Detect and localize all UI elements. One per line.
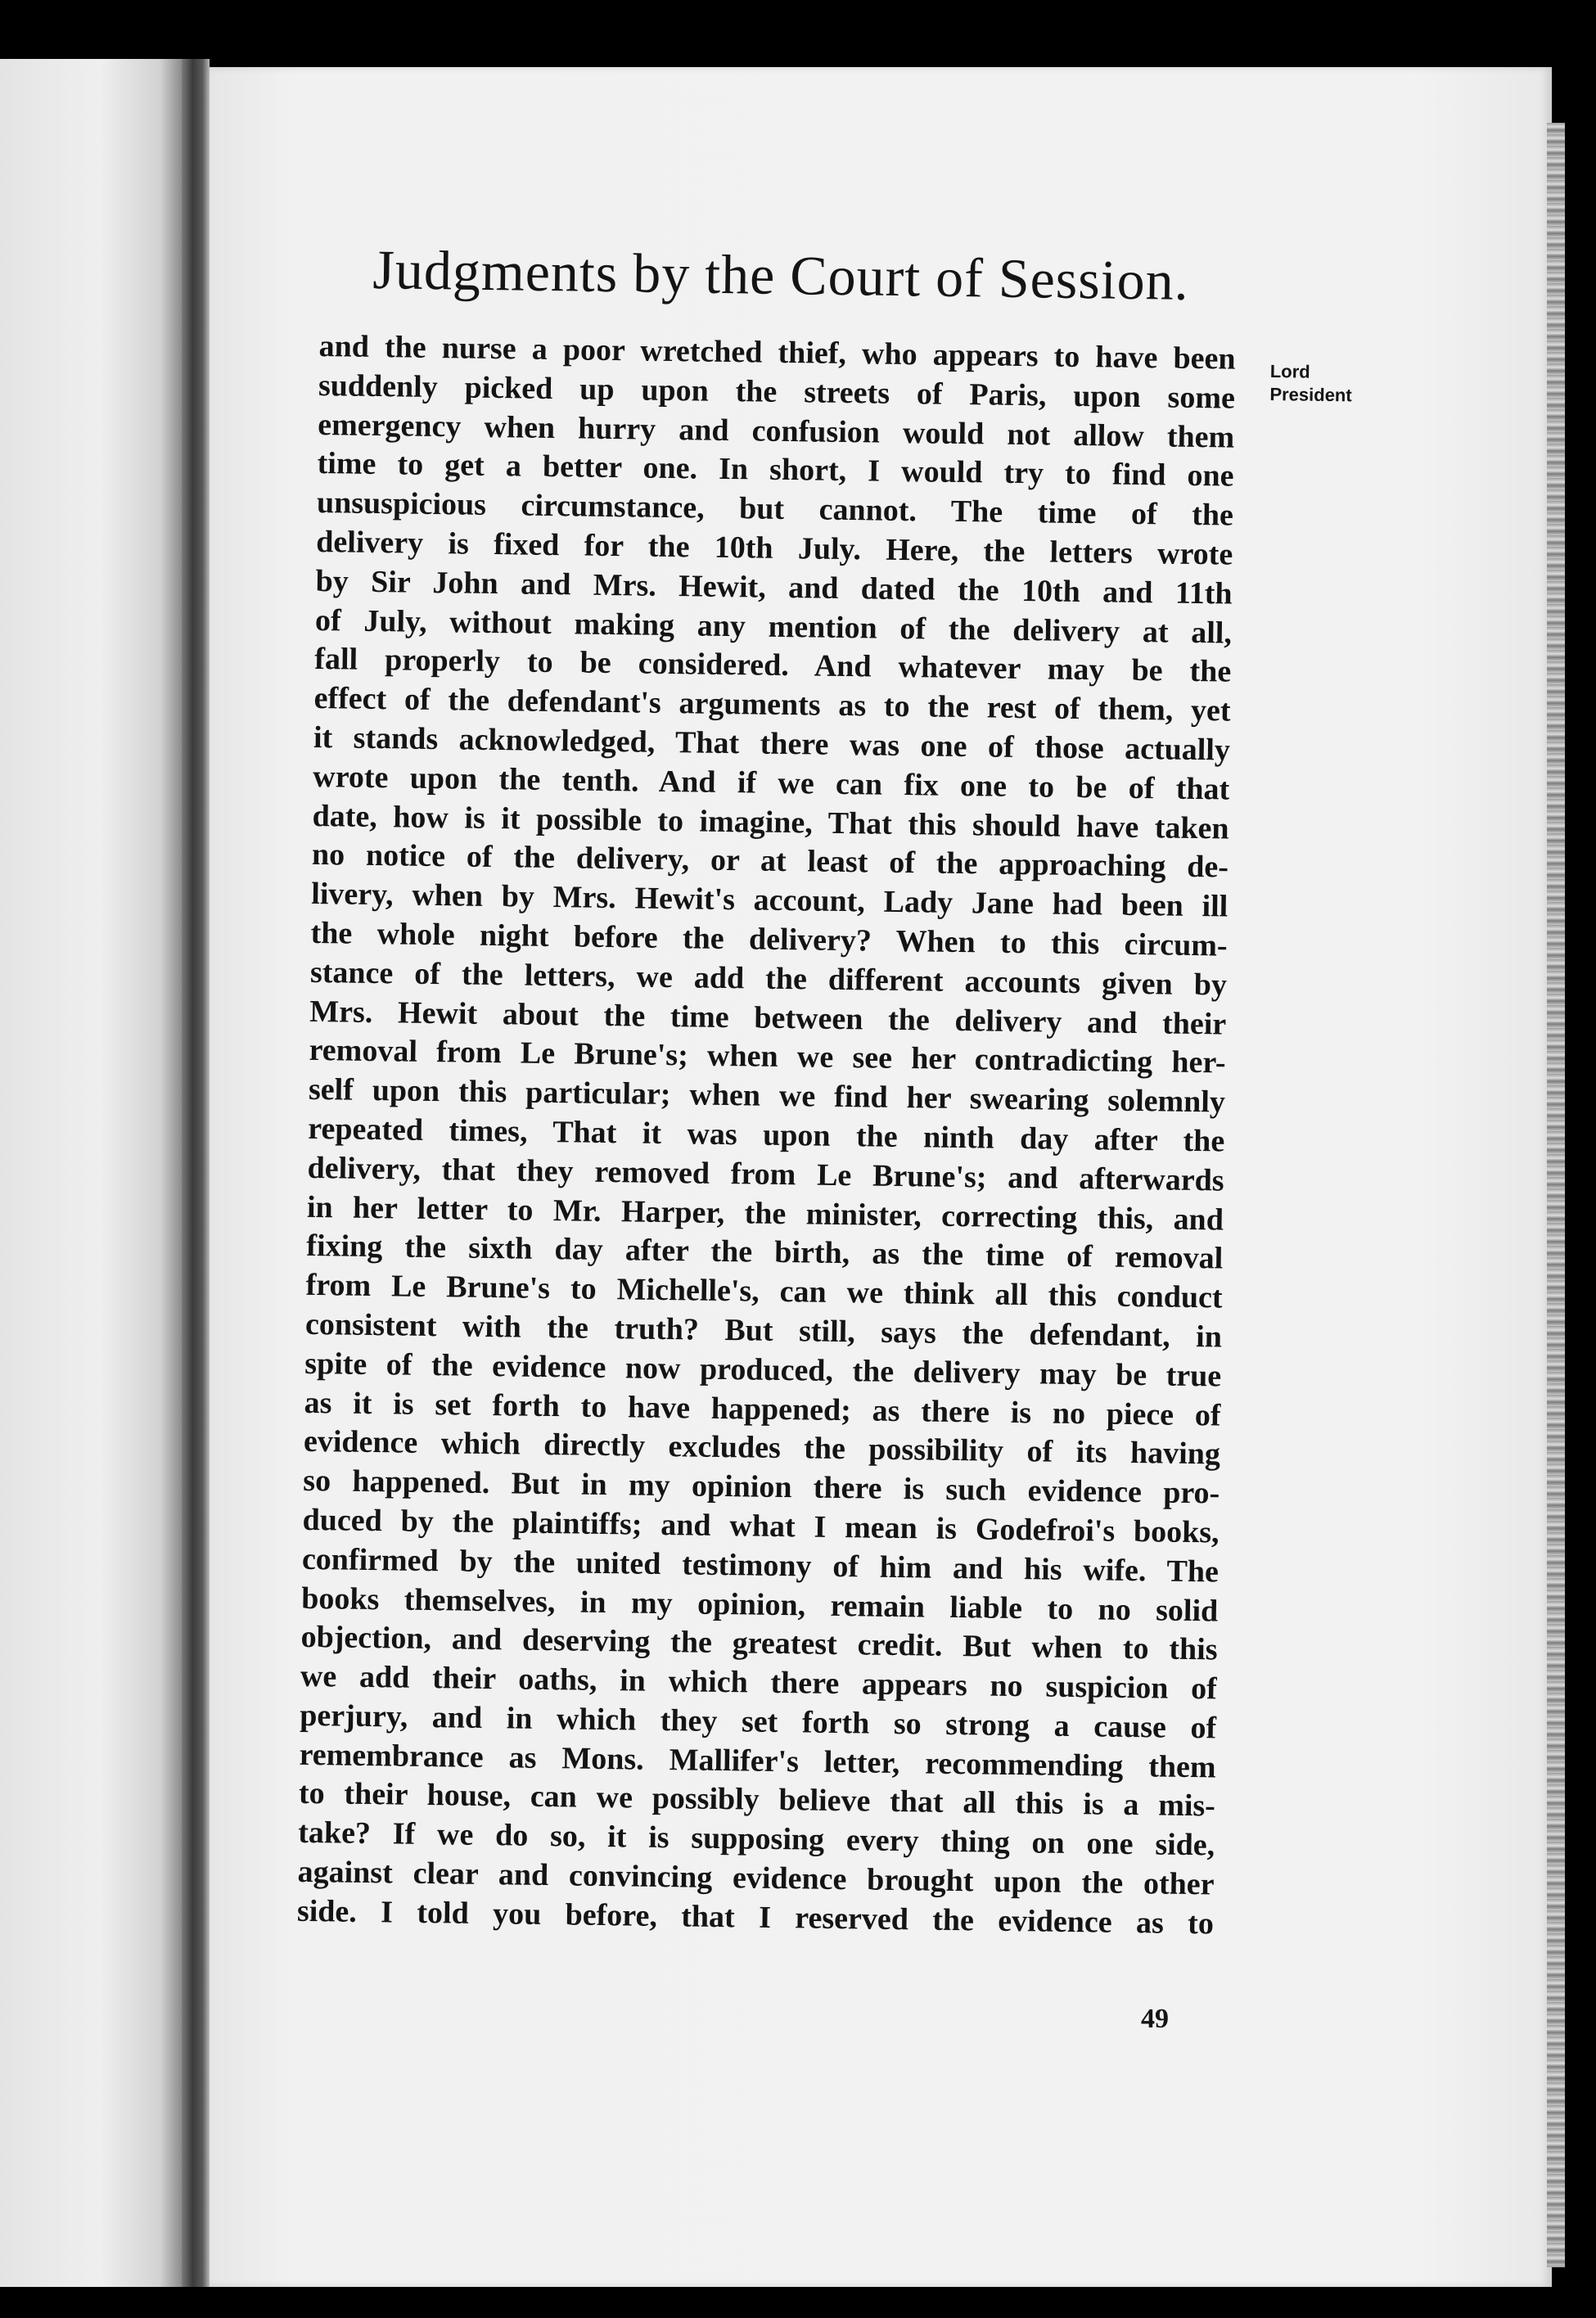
text-line: confirmed by the united testimony of him and his wife. The <box>301 1541 1220 1590</box>
page-edges <box>1547 123 1565 2267</box>
text-line: stance of the letters, we add the different accounts given by <box>309 954 1228 1003</box>
running-head: Judgments by the Court of Session. <box>372 237 1190 312</box>
text-line: delivery is fixed for the 10th July. Here, the letters wrote <box>316 524 1233 572</box>
text-line: the whole night before the delivery? When to this circum- <box>310 915 1228 963</box>
text-line: time to get a better one. In short, I would try to find one <box>317 446 1234 494</box>
text-line: of July, without making any mention of the delivery at all, <box>314 602 1233 651</box>
text-line: no notice of the delivery, or at least of the approaching de- <box>311 837 1229 885</box>
page-number: 49 <box>1141 2004 1169 2034</box>
text-line: against clear and convincing evidence brought upon the other <box>297 1854 1215 1902</box>
text-line: take? If we do so, it is supposing every thing on one side, <box>298 1815 1215 1863</box>
text-line: Mrs. Hewit about the time between the delivery and their <box>309 994 1227 1042</box>
text-line: consistent with the truth? But still, says the defendant, in <box>304 1306 1223 1355</box>
sidenote-line: Lord <box>1269 360 1310 382</box>
text-line: duced by the plaintiffs; and what I mean is Godefroi's books, <box>302 1502 1220 1550</box>
text-line: it stands acknowledged, That there was one of those actually <box>313 719 1231 768</box>
text-line: by Sir John and Mrs. Hewit, and dated the 10th and 11th <box>315 563 1233 611</box>
text-line: delivery, that they removed from Le Brune's; and afterwards <box>307 1150 1224 1198</box>
text-line: and the nurse a poor wretched thief, who appears to have been <box>318 328 1236 377</box>
text-line: objection, and deserving the greatest credit. But when to this <box>300 1620 1218 1667</box>
text-line: perjury, and in which they set forth so strong a cause of <box>300 1698 1217 1746</box>
text-line: evidence which directly excludes the possibility of its having <box>303 1424 1221 1472</box>
sidenote-line: President <box>1269 383 1352 406</box>
text-line: fixing the sixth day after the birth, as the time of removal <box>306 1229 1224 1276</box>
text-line: effect of the defendant's arguments as to the rest of them, yet <box>313 681 1231 728</box>
left-page-margin <box>0 59 182 2287</box>
body-text <box>297 327 1236 1944</box>
text-line: in her letter to Mr. Harper, the minister, correcting this, and <box>306 1189 1224 1238</box>
text-line: wrote upon the tenth. And if we can fix one to be of that <box>313 759 1230 807</box>
margin-sidenote <box>1269 360 1352 407</box>
text-line: self upon this particular; when we find her swearing solemnly <box>308 1072 1226 1120</box>
text-line: unsuspicious circumstance, but cannot. The time of the <box>316 485 1234 533</box>
book-gutter <box>182 59 210 2287</box>
text-line: fall properly to be considered. And whatever may be the <box>314 642 1232 689</box>
text-line: date, how is it possible to imagine, That this should have taken <box>312 798 1229 846</box>
text-line: removal from Le Brune's; when we see her contradicting her- <box>309 1033 1226 1080</box>
text-line: from Le Brune's to Michelle's, can we think all this conduct <box>305 1268 1223 1315</box>
text-line: so happened. But in my opinion there is such evidence pro- <box>303 1463 1220 1511</box>
text-line: to their house, can we possibly believe that all this is a mis- <box>298 1776 1216 1824</box>
text-line: emergency when hurry and confusion would not allow them <box>318 407 1235 455</box>
text-line: repeated times, That it was upon the ninth day after the <box>308 1111 1225 1159</box>
text-line: remembrance as Mons. Mallifer's letter, recommending them <box>299 1737 1216 1785</box>
text-line: books themselves, in my opinion, remain liable to no solid <box>301 1581 1219 1628</box>
text-line: suddenly picked up upon the streets of Paris, upon some <box>318 368 1236 416</box>
text-line: we add their oaths, in which there appears no suspicion of <box>300 1658 1218 1707</box>
text-line: side. I told you before, that I reserved the evidence as to <box>296 1893 1215 1941</box>
text-line: livery, when by Mrs. Hewit's account, Lady Jane had been ill <box>311 877 1229 924</box>
text-line: as it is set forth to have happened; as there is no piece of <box>304 1385 1221 1433</box>
text-line: spite of the evidence now produced, the delivery may be true <box>304 1346 1222 1394</box>
